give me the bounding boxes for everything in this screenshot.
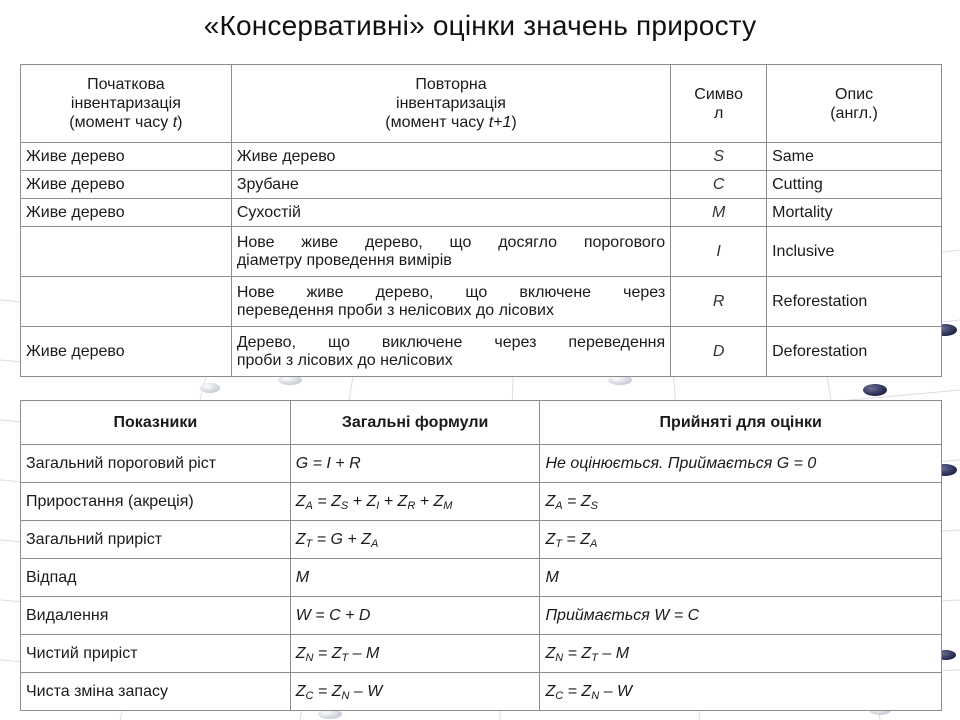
table-row bbox=[21, 483, 942, 521]
cell-symbol: M bbox=[671, 199, 767, 227]
cell-description: Deforestation bbox=[767, 327, 942, 377]
table-row bbox=[21, 327, 942, 377]
cell-repeat: Живе дерево bbox=[231, 143, 670, 171]
cell-initial: Живе дерево bbox=[21, 327, 232, 377]
page-title: «Консервативні» оцінки значень приросту bbox=[203, 10, 757, 41]
cell-accepted: Не оцінюється. Приймається G = 0 bbox=[540, 445, 942, 483]
table-row bbox=[21, 559, 942, 597]
cell-symbol: S bbox=[671, 143, 767, 171]
cell-repeat: Дерево, що виключене через переведення проби з лісових до нелісових bbox=[231, 327, 670, 377]
cell-accepted: $Z_A = Z_S$ bbox=[540, 483, 942, 521]
cell-indicator: Загальний пороговий ріст bbox=[21, 445, 291, 483]
cell-indicator: Видалення bbox=[21, 597, 291, 635]
cell-description: Reforestation bbox=[767, 277, 942, 327]
cell-symbol: D bbox=[671, 327, 767, 377]
cell-description: Same bbox=[767, 143, 942, 171]
cell-symbol: I bbox=[671, 227, 767, 277]
cell-repeat: Сухостій bbox=[231, 199, 670, 227]
cell-indicator: Чиста зміна запасу bbox=[21, 673, 291, 711]
cell-indicator: Чистий приріст bbox=[21, 635, 291, 673]
header-indicator: Показники bbox=[21, 401, 291, 445]
cell-accepted: $Z_N = Z_T - M$ bbox=[540, 635, 942, 673]
cell-formula: W = C + D bbox=[290, 597, 540, 635]
header-initial: Початкова інвентаризація (момент часу t) bbox=[21, 65, 232, 143]
header-symbol: Симво л bbox=[671, 65, 767, 143]
table-row bbox=[21, 143, 942, 171]
increment-table bbox=[20, 400, 942, 711]
cell-accepted: $Z_T = Z_A$ bbox=[540, 521, 942, 559]
cell-formula: $Z_T = G + Z_A$ bbox=[290, 521, 540, 559]
header-description: Опис (англ.) bbox=[767, 65, 942, 143]
header-formula: Загальні формули bbox=[290, 401, 540, 445]
cell-formula: $Z_A = Z_S + Z_I + Z_R + Z_M$ bbox=[290, 483, 540, 521]
cell-initial bbox=[21, 277, 232, 327]
header-repeat: Повторна інвентаризація (момент часу t+1) bbox=[231, 65, 670, 143]
header-accepted: Прийняті для оцінки bbox=[540, 401, 942, 445]
table-row bbox=[21, 445, 942, 483]
cell-indicator: Загальний приріст bbox=[21, 521, 291, 559]
cell-initial: Живе дерево bbox=[21, 143, 232, 171]
table-row bbox=[21, 597, 942, 635]
table-row bbox=[21, 199, 942, 227]
cell-repeat: Нове живе дерево, що досягло порогового діаметру проведення вимірів bbox=[231, 227, 670, 277]
cell-initial: Живе дерево bbox=[21, 199, 232, 227]
cell-symbol: R bbox=[671, 277, 767, 327]
cell-initial bbox=[21, 227, 232, 277]
cell-repeat: Зрубане bbox=[231, 171, 670, 199]
table-row bbox=[21, 227, 942, 277]
table-row bbox=[21, 673, 942, 711]
table-row bbox=[21, 171, 942, 199]
cell-formula: $Z_C = Z_N - W$ bbox=[290, 673, 540, 711]
table-row bbox=[21, 521, 942, 559]
cell-formula: M bbox=[290, 559, 540, 597]
cell-symbol: C bbox=[671, 171, 767, 199]
cell-formula: $Z_N = Z_T - M$ bbox=[290, 635, 540, 673]
cell-initial: Живе дерево bbox=[21, 171, 232, 199]
cell-formula: G = I + R bbox=[290, 445, 540, 483]
cell-indicator: Приростання (акреція) bbox=[21, 483, 291, 521]
cell-description: Inclusive bbox=[767, 227, 942, 277]
cell-repeat: Нове живе дерево, що включене через переведення проби з нелісових до лісових bbox=[231, 277, 670, 327]
cell-accepted: $Z_C = Z_N - W$ bbox=[540, 673, 942, 711]
cell-accepted: Приймається W = C bbox=[540, 597, 942, 635]
table-row bbox=[21, 277, 942, 327]
transition-table bbox=[20, 64, 942, 377]
cell-description: Cutting bbox=[767, 171, 942, 199]
cell-indicator: Відпад bbox=[21, 559, 291, 597]
cell-description: Mortality bbox=[767, 199, 942, 227]
cell-accepted: M bbox=[540, 559, 942, 597]
table-row bbox=[21, 635, 942, 673]
